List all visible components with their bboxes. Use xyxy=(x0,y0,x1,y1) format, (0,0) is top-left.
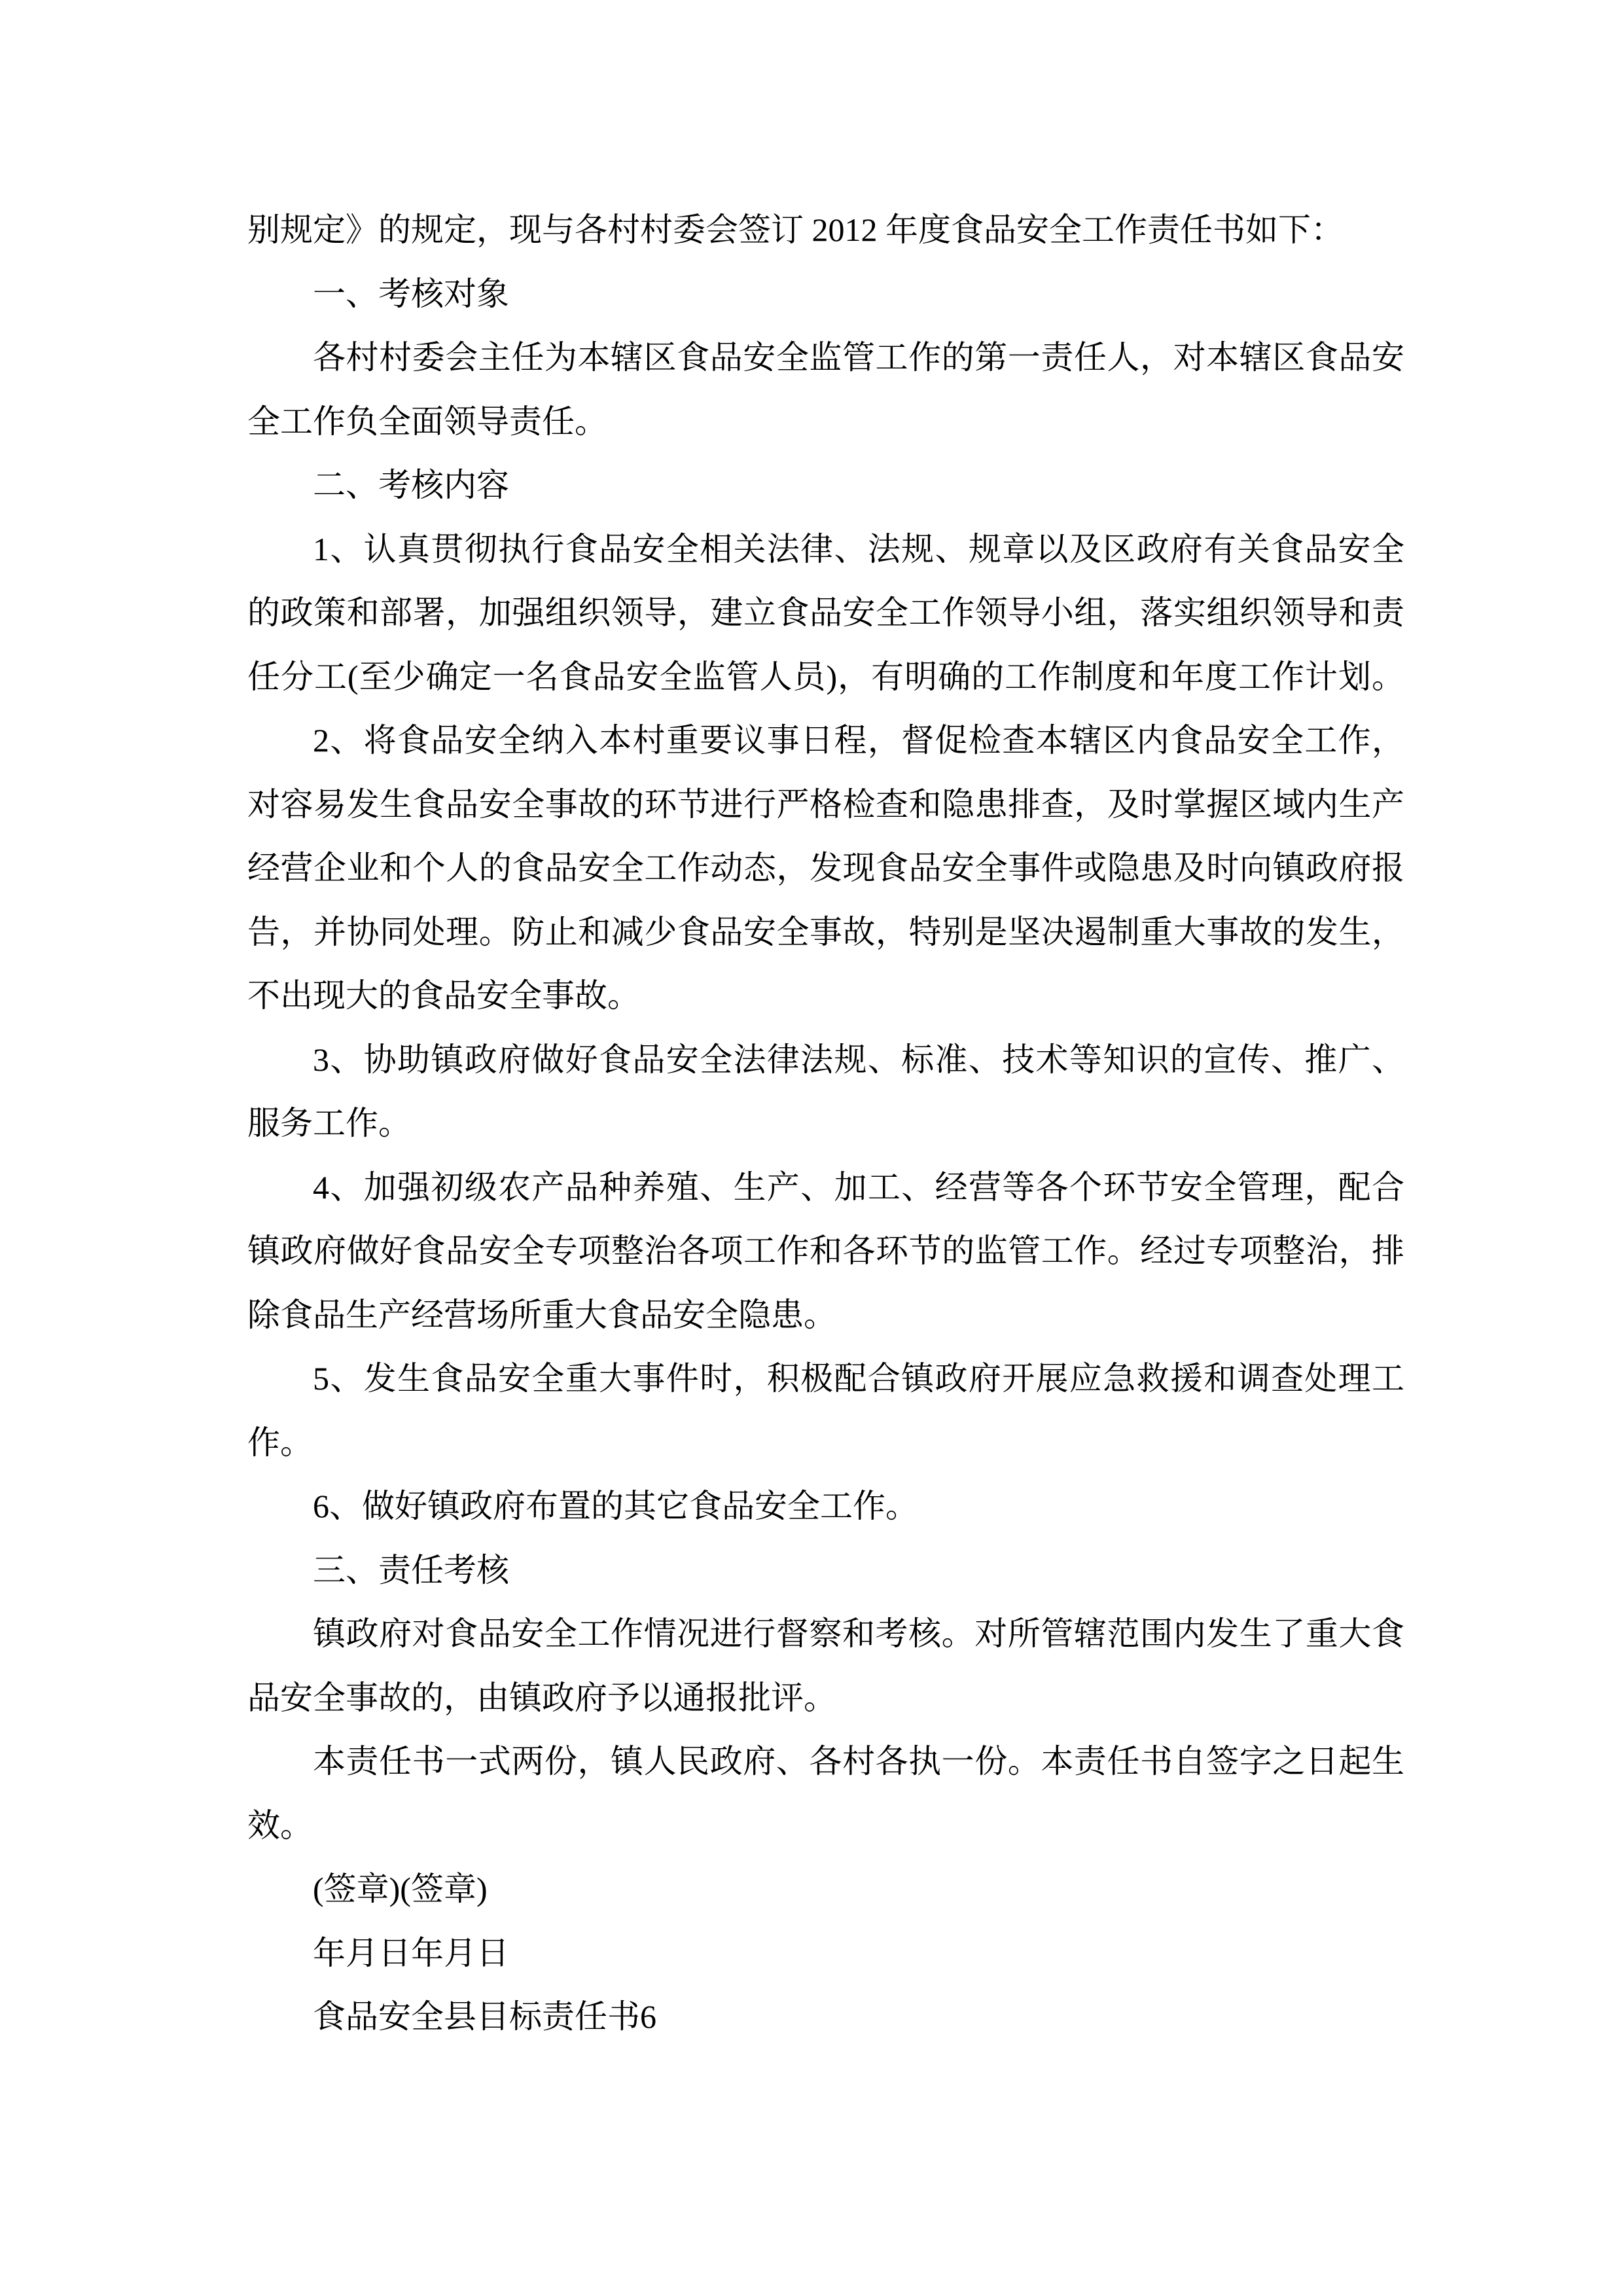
text-line: 二、考核内容 xyxy=(313,467,509,503)
text-line: 全工作负全面领导责任。 xyxy=(247,403,607,440)
text-line: 3、协助镇政府做好食品安全法律法规、标准、技术等知识的宣传、推广、 xyxy=(313,1041,1404,1078)
text-line: 2、将食品安全纳入本村重要议事日程，督促检查本辖区内食品安全工作， xyxy=(313,722,1404,759)
text-line: (签章)(签章) xyxy=(313,1871,488,1907)
text-line: 年月日年月日 xyxy=(313,1934,509,1971)
text-line: 1、认真贯彻执行食品安全相关法律、法规、规章以及区政府有关食品安全 xyxy=(313,530,1404,567)
text-line: 三、责任考核 xyxy=(313,1551,509,1588)
text-line: 镇政府对食品安全工作情况进行督察和考核。对所管辖范围内发生了重大食 xyxy=(313,1615,1404,1652)
document-body xyxy=(247,198,1404,2049)
text-line: 镇政府做好食品安全专项整治各项工作和各环节的监管工作。经过专项整治，排 xyxy=(247,1232,1404,1269)
text-line: 5、发生食品安全重大事件时，积极配合镇政府开展应急救援和调查处理工 xyxy=(313,1360,1404,1397)
text-line: 对容易发生食品安全事故的环节进行严格检查和隐患排查，及时掌握区域内生产 xyxy=(247,785,1404,823)
text-line: 的政策和部署，加强组织领导，建立食品安全工作领导小组，落实组织领导和责 xyxy=(247,594,1404,631)
text-line: 品安全事故的，由镇政府予以通报批评。 xyxy=(247,1679,836,1716)
text-line: 经营企业和个人的食品安全工作动态，发现食品安全事件或隐患及时向镇政府报 xyxy=(247,850,1404,886)
text-line: 食品安全县目标责任书6 xyxy=(313,1998,656,2035)
text-line: 6、做好镇政府布置的其它食品安全工作。 xyxy=(313,1488,918,1524)
text-line: 4、加强初级农产品种养殖、生产、加工、经营等各个环节安全管理，配合 xyxy=(313,1168,1404,1206)
text-line: 一、考核对象 xyxy=(313,275,509,312)
text-line: 告，并协同处理。防止和减少食品安全事故，特别是坚决遏制重大事故的发生， xyxy=(247,913,1404,950)
text-line: 别规定》的规定，现与各村村委会签订 2012 年度食品安全工作责任书如下： xyxy=(247,211,1344,248)
text-line: 服务工作。 xyxy=(247,1105,411,1141)
text-line: 除食品生产经营场所重大食品安全隐患。 xyxy=(247,1296,836,1333)
text-line: 作。 xyxy=(247,1424,313,1461)
text-line: 本责任书一式两份，镇人民政府、各村各执一份。本责任书自签字之日起生 xyxy=(313,1743,1404,1780)
text-line: 任分工(至少确定一名食品安全监管人员)，有明确的工作制度和年度工作计划。 xyxy=(247,658,1404,695)
text-line: 各村村委会主任为本辖区食品安全监管工作的第一责任人，对本辖区食品安 xyxy=(313,339,1404,376)
text-line: 效。 xyxy=(247,1806,313,1844)
text-line: 不出现大的食品安全事故。 xyxy=(247,977,640,1014)
